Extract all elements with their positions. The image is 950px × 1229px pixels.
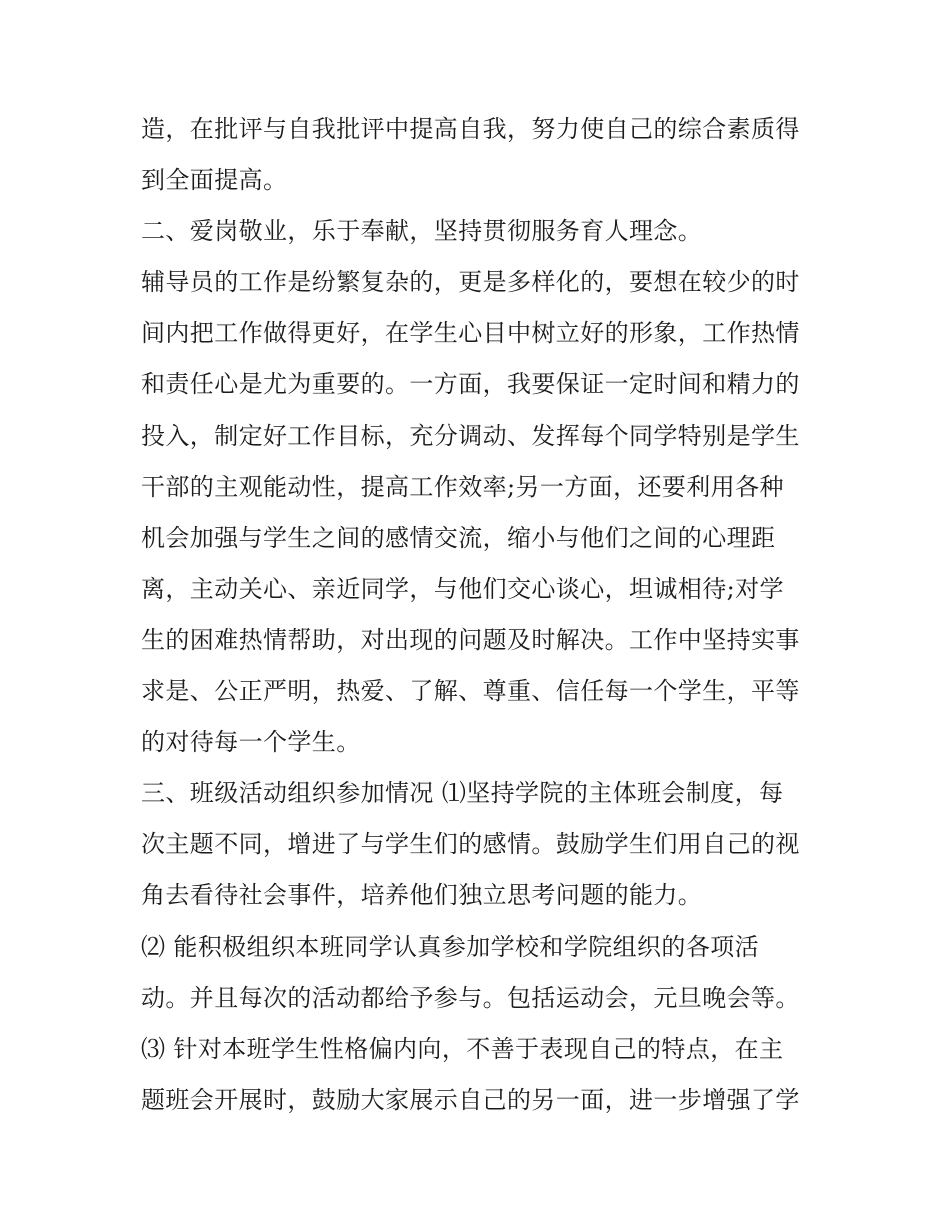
text-line: 到全面提高。 bbox=[141, 166, 288, 195]
text-line: 和责任心是尤为重要的。一方面，我要保证一定时间和精力的 bbox=[141, 370, 800, 399]
section-heading: 二、爱岗敬业，乐于奉献，坚持贯彻服务育人理念。 bbox=[141, 217, 703, 246]
text-line: 离，主动关心、亲近同学，与他们交心谈心，坦诚相待;对学 bbox=[141, 574, 784, 603]
text-line: 题班会开展时，鼓励大家展示自己的另一面，进一步增强了学 bbox=[141, 1085, 800, 1114]
list-item: ⑶ 针对本班学生性格偏内向，不善于表现自己的特点，在主 bbox=[141, 1034, 784, 1063]
text-line: 造，在批评与自我批评中提高自我，努力使自己的综合素质得 bbox=[141, 115, 800, 143]
text-line: 干部的主观能动性，提高工作效率;另一方面，还要利用各种 bbox=[141, 472, 784, 501]
text-line: 动。并且每次的活动都给予参与。包括运动会，元旦晚会等。 bbox=[141, 983, 800, 1012]
text-line: 次主题不同，增进了与学生们的感情。鼓励学生们用自己的视 bbox=[141, 830, 800, 859]
text-line: 角去看待社会事件，培养他们独立思考问题的能力。 bbox=[141, 881, 703, 910]
document-body bbox=[141, 104, 821, 1126]
text-line: 求是、公正严明，热爱、了解、尊重、信任每一个学生，平等 bbox=[141, 677, 800, 706]
text-line: 生的困难热情帮助，对出现的问题及时解决。工作中坚持实事 bbox=[141, 625, 800, 654]
text-line: 间内把工作做得更好，在学生心目中树立好的形象，工作热情 bbox=[141, 319, 800, 348]
section-heading: 三、班级活动组织参加情况 ⑴坚持学院的主体班会制度，每 bbox=[141, 779, 784, 808]
list-item: ⑵ 能积极组织本班同学认真参加学校和学院组织的各项活 bbox=[141, 932, 760, 961]
text-line: 辅导员的工作是纷繁复杂的，更是多样化的，要想在较少的时 bbox=[141, 268, 800, 297]
text-line: 投入，制定好工作目标，充分调动、发挥每个同学特别是学生 bbox=[141, 421, 800, 450]
text-line: 机会加强与学生之间的感情交流，缩小与他们之间的心理距 bbox=[141, 523, 776, 552]
text-line: 的对待每一个学生。 bbox=[141, 728, 361, 757]
